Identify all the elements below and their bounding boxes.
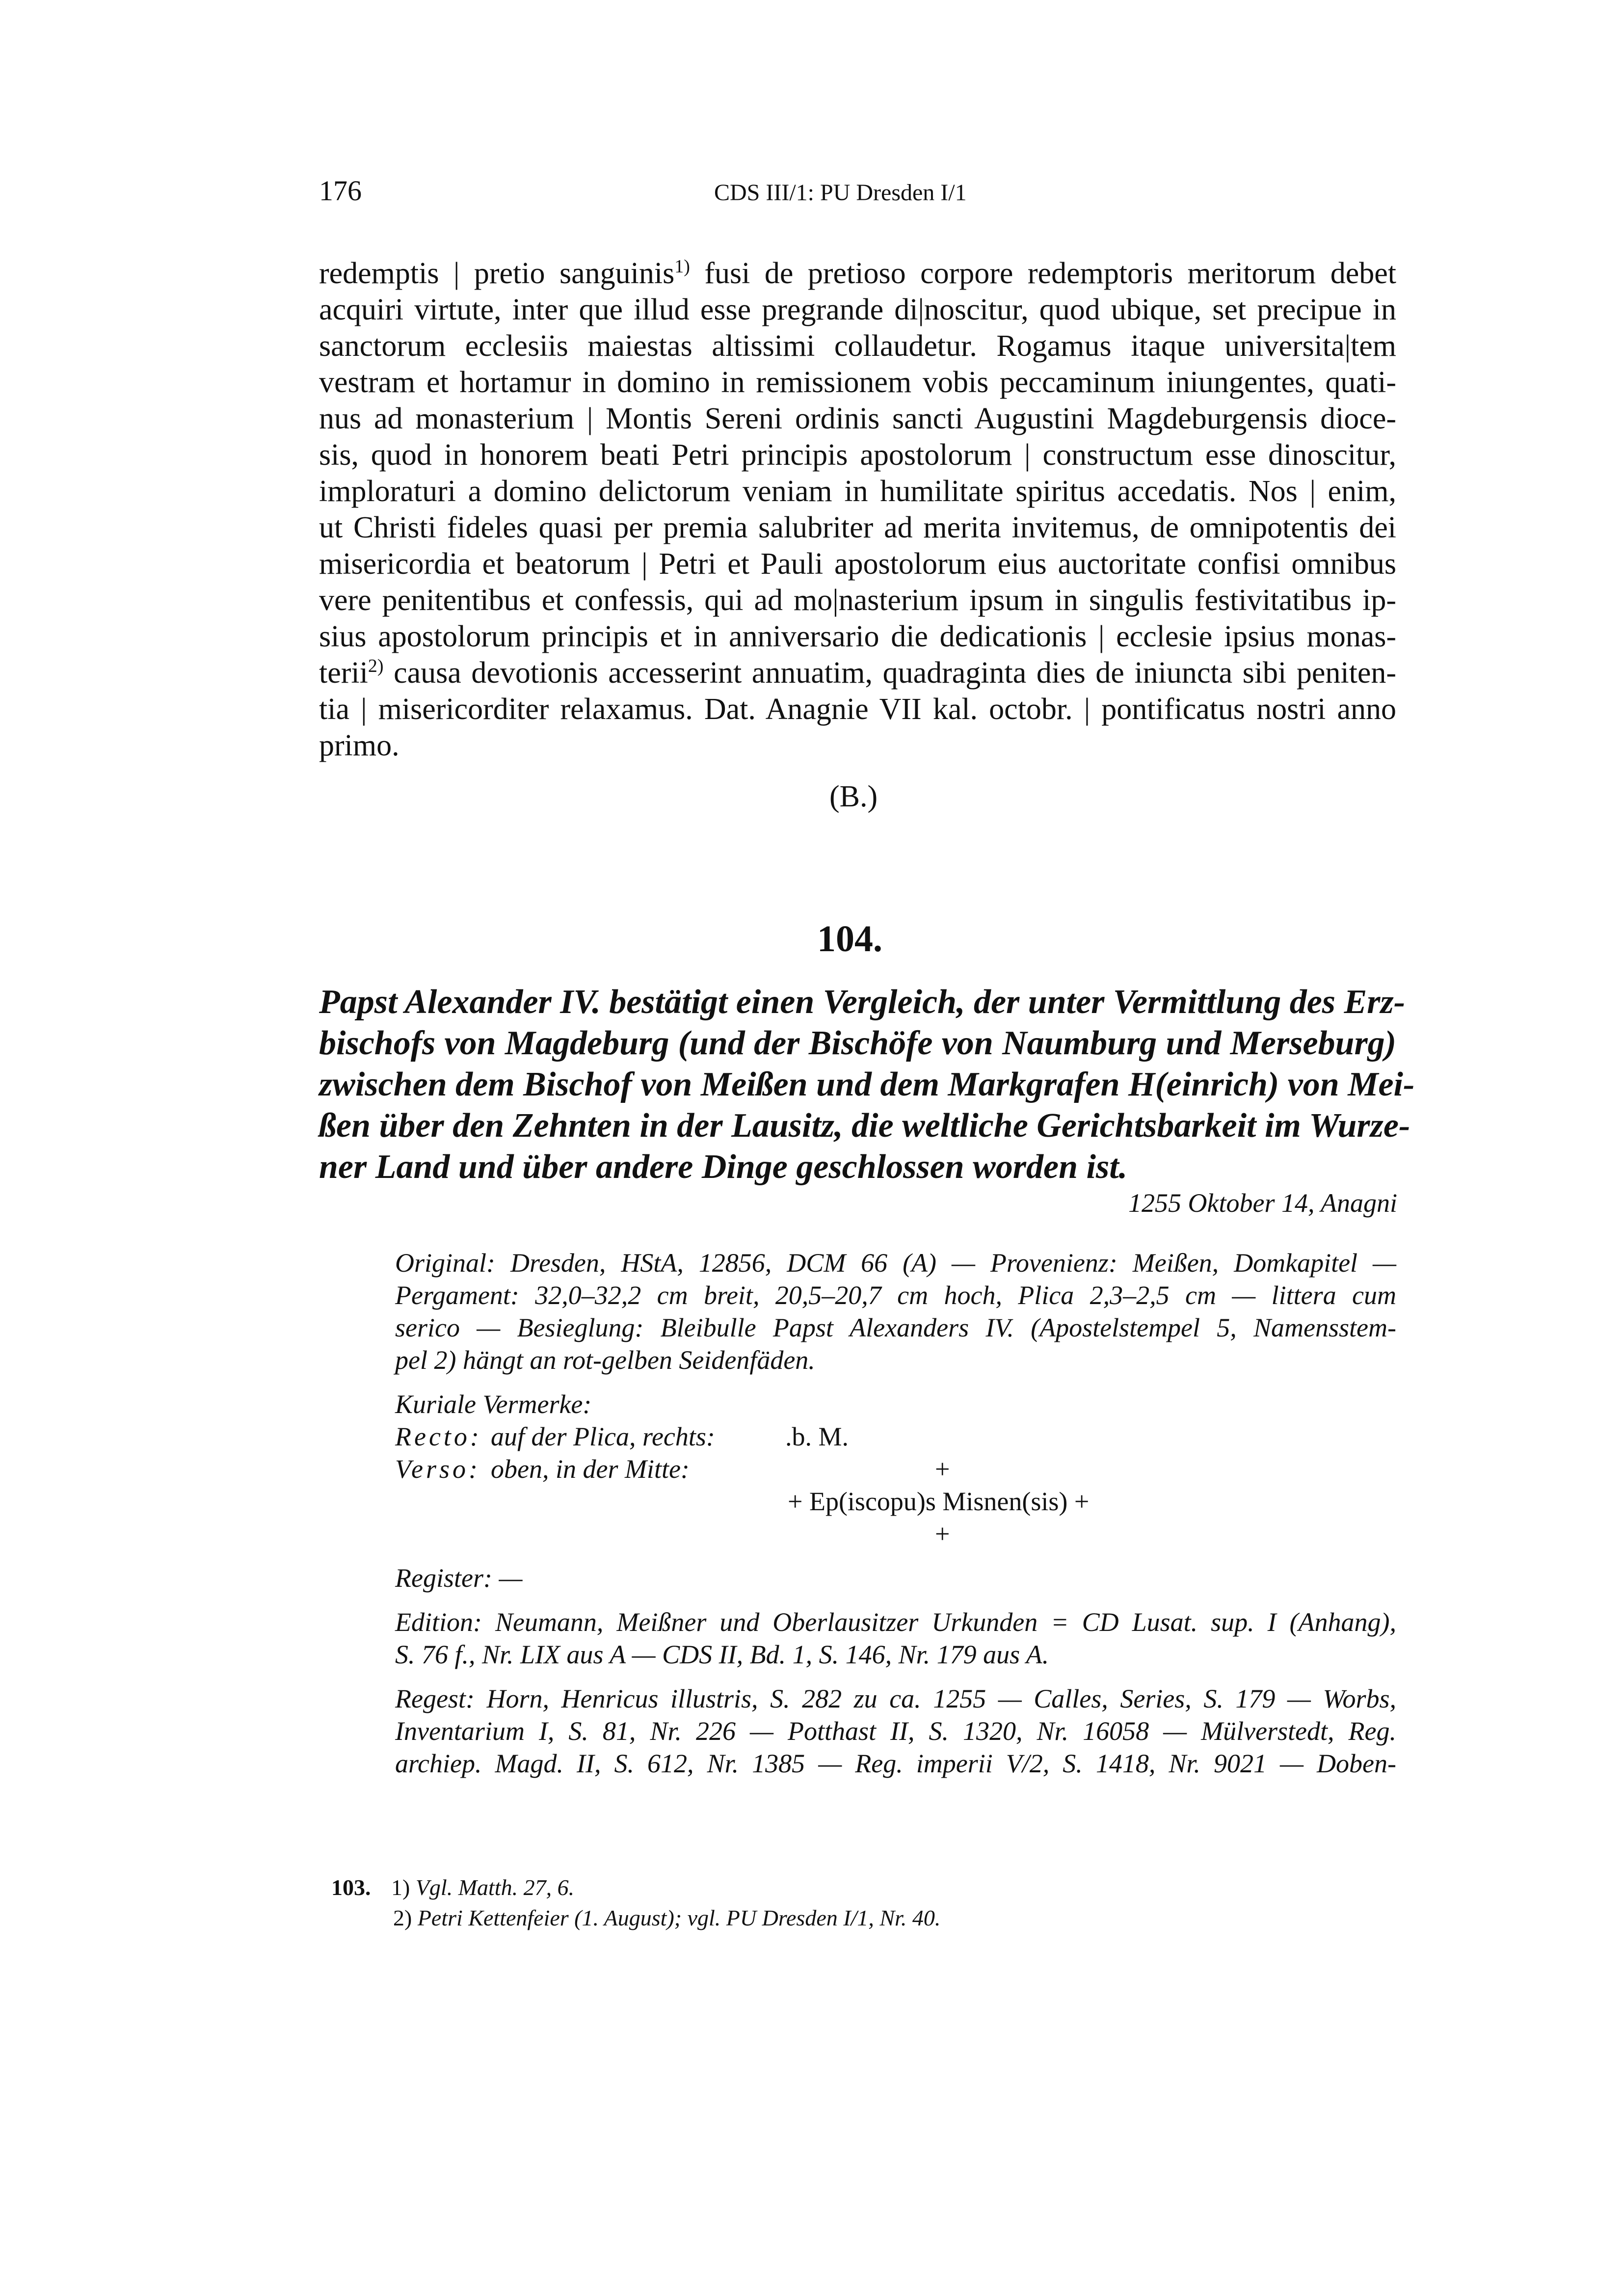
footnote-document-ref: 103.: [331, 1875, 371, 1900]
body-line: acquiri virtute, inter que illud esse pregrande di|noscitur, quod ubique, set precipue in: [319, 293, 1396, 326]
kuriale-vermerke: [395, 1388, 1396, 1550]
body-line: sanctorum ecclesiis maiestas altissimi collaudetur. Rogamus itaque universita|tem: [319, 329, 1396, 363]
recto-value: .b. M.: [785, 1422, 849, 1451]
body-line: nus ad monasterium | Montis Sereni ordinis sancti Augustini Magdeburgensis dioce-: [319, 402, 1396, 435]
body-line: imploraturi a domino delictorum veniam in humilitate spiritus accedatis. Nos | enim,: [319, 475, 1396, 508]
verso-cross-top: +: [935, 1454, 950, 1484]
verso-row: [395, 1453, 1396, 1485]
verso-value-row: [395, 1485, 1396, 1518]
kuriale-heading: Kuriale Vermerke:: [395, 1389, 592, 1419]
apparatus-line: S. 76 f., Nr. LIX aus A — CDS II, Bd. 1, S. 146, Nr. 179 aus A.: [395, 1640, 1049, 1669]
body-line: terii$^{2)}$ causa devotionis accesserint annuatim, quadraginta dies de iniuncta sibi peniten-: [319, 656, 1396, 690]
edition-block: [395, 1606, 1396, 1671]
regest-line: ner Land und über andere Dinge geschlossen worden ist.: [319, 1148, 1128, 1186]
footnote-text: Vgl. Matth. 27, 6.: [415, 1875, 575, 1900]
body-line: ut Christi fideles quasi per premia salubriter ad merita invitemus, de omnipotentis dei: [319, 511, 1396, 544]
apparatus-line: pel 2) hängt an rot-gelben Seidenfäden.: [395, 1345, 815, 1375]
apparatus-line: Edition: Neumann, Meißner und Oberlausitzer Urkunden = CD Lusat. sup. I (Anhang),: [395, 1607, 1396, 1637]
regest-references: [395, 1682, 1396, 1780]
document-number: 104.: [817, 918, 882, 960]
recto-label: Recto:: [395, 1422, 482, 1451]
regest-line: ßen über den Zehnten in der Lausitz, die weltliche Gerichtsbarkeit im Wurze-: [319, 1107, 1410, 1145]
running-head: CDS III/1: PU Dresden I/1: [714, 180, 967, 206]
apparatus-line: archiep. Magd. II, S. 612, Nr. 1385 — Reg. imperii V/2, S. 1418, Nr. 9021 — Doben-: [395, 1749, 1396, 1778]
footnotes: [331, 1872, 940, 1933]
verso-cross-row: [395, 1518, 1396, 1550]
original-description: [395, 1247, 1396, 1376]
apparatus-line: Pergament: 32,0–32,2 cm breit, 20,5–20,7 cm hoch, Plica 2,3–2,5 cm — littera cum: [395, 1281, 1396, 1310]
body-line: tia | misericorditer relaxamus. Dat. Anagnie VII kal. octobr. | pontificatus nostri anno: [319, 693, 1396, 726]
body-line: sius apostolorum principis et in anniversario die dedicationis | ecclesie ipsius monas-: [319, 620, 1396, 653]
page-number: 176: [319, 175, 362, 207]
regest-line: zwischen dem Bischof von Meißen und dem Markgrafen H(einrich) von Mei-: [319, 1066, 1415, 1103]
date-place: 1255 Oktober 14, Anagni: [1128, 1188, 1397, 1218]
body-line: redemptis | pretio sanguinis$^{1)}$ fusi de pretioso corpore redemptoris meritorum debet: [319, 256, 1396, 290]
recto-row: [395, 1420, 1396, 1453]
critical-apparatus: [395, 1247, 1396, 1791]
apparatus-line: Original: Dresden, HStA, 12856, DCM 66 (A) — Provenienz: Meißen, Domkapitel —: [395, 1248, 1396, 1278]
regest-line: bischofs von Magdeburg (und der Bischöfe von Naumburg und Merseburg): [319, 1024, 1396, 1062]
text-sigle: (B.): [829, 780, 878, 813]
verso-cross-bottom: +: [935, 1519, 950, 1548]
verso-label: Verso:: [395, 1454, 480, 1484]
apparatus-line: Regest: Horn, Henricus illustris, S. 282 zu ca. 1255 — Calles, Series, S. 179 — Worbs,: [395, 1684, 1396, 1713]
footnote-text: Petri Kettenfeier (1. August); vgl. PU Dresden I/1, Nr. 40.: [417, 1905, 941, 1930]
regest-title: [319, 982, 1415, 1188]
body-line: vestram et hortamur in domino in remissionem vobis peccaminum iniungentes, quati-: [319, 366, 1396, 399]
footnote-number: 1): [391, 1875, 410, 1900]
body-line: vere penitentibus et confessis, qui ad mo|nasterium ipsum in singulis festivitatibus ip-: [319, 584, 1396, 617]
apparatus-line: serico — Besieglung: Bleibulle Papst Alexanders IV. (Apostelstempel 5, Namensstem-: [395, 1313, 1396, 1342]
footnote: [331, 1903, 940, 1933]
verso-place: oben, in der Mitte:: [491, 1454, 690, 1484]
recto-place: auf der Plica, rechts:: [491, 1422, 715, 1451]
footnote-marker: 2): [368, 656, 384, 676]
register-line: Register: —: [395, 1563, 523, 1593]
footnote-number: 2): [393, 1905, 412, 1930]
verso-value: + Ep(iscopu)s Misnen(sis) +: [788, 1487, 1090, 1516]
body-line: primo.: [319, 729, 399, 762]
regest-line: Papst Alexander IV. bestätigt einen Vergleich, der unter Vermittlung des Erz-: [319, 983, 1406, 1021]
footnote-marker: 1): [674, 256, 690, 277]
footnote: [331, 1872, 940, 1903]
apparatus-line: Inventarium I, S. 81, Nr. 226 — Potthast II, S. 1320, Nr. 16058 — Mülverstedt, Reg.: [395, 1716, 1396, 1746]
body-line: misericordia et beatorum | Petri et Pauli apostolorum eius auctoritate confisi omnibus: [319, 547, 1396, 581]
body-text: [319, 255, 1396, 764]
body-line: sis, quod in honorem beati Petri principis apostolorum | constructum esse dinoscitur,: [319, 438, 1396, 472]
